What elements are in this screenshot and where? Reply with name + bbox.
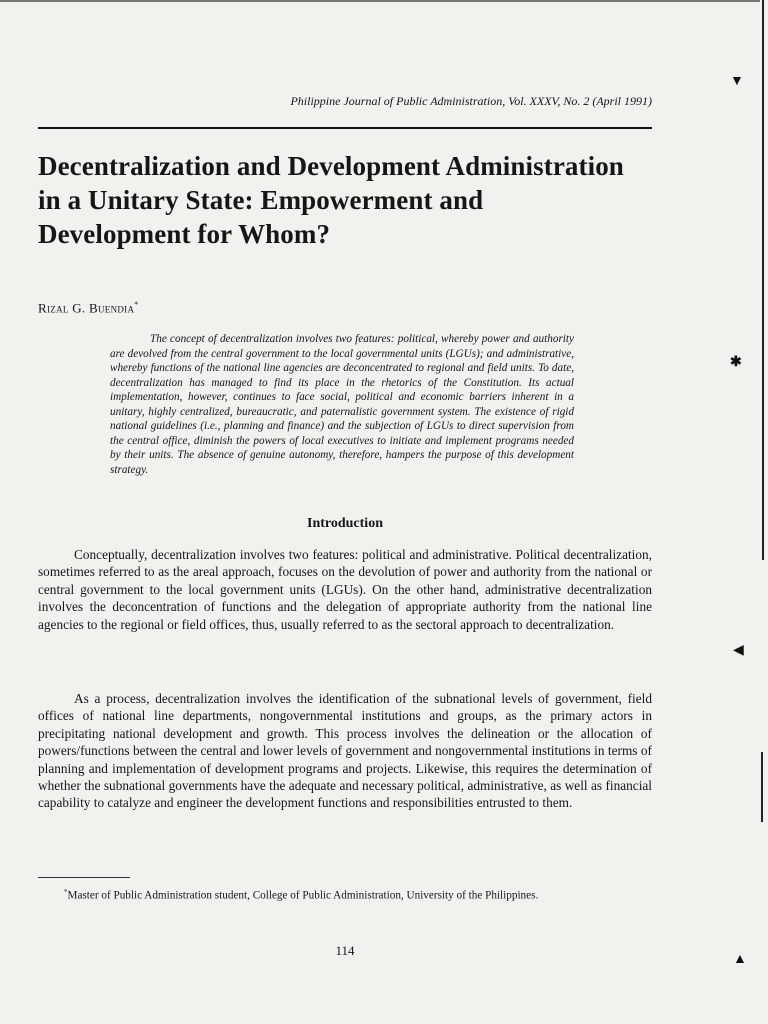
article-title: Decentralization and Development Administration in a Unitary State: Empowerment and Development for Whom? — [38, 151, 624, 249]
author-name: Rizal G. Buendia — [38, 300, 135, 316]
footnote — [38, 885, 652, 904]
scan-mark-4: ▲ — [733, 952, 747, 967]
scan-mark-2: ✱ — [730, 355, 742, 370]
page-number: 114 — [335, 943, 355, 958]
scan-mark-1: ▼ — [730, 74, 744, 89]
section-heading: Introduction — [307, 516, 383, 531]
paragraph-2: As a process, decentralization involves the identification of the subnational levels of government, field offices of national line departments, nongovernmental institutions and groups, as the primary actors in precipitating national development and growth. This process involves the delineation or the allocation of powers/functions between the central and lower levels of government and nongovernmental institutions in terms of planning and implementation of development programs and projects. Likewise, this requires the determination of whether the subnational governments have the adequate and necessary political, administrative, as well as financial capability to catalyze and engineer the development functions and responsibilities entrusted to them. — [38, 691, 652, 811]
scan-top-edge — [0, 0, 760, 2]
scan-right-edge — [762, 0, 764, 560]
footnote-text: Master of Public Administration student, College of Public Administration, University of the Philippines. — [67, 889, 539, 902]
scan-right-edge-lower — [761, 752, 763, 822]
footnote-marker: * — [64, 888, 68, 896]
running-head: Philippine Journal of Public Administration, Vol. XXXV, No. 2 (April 1991) — [290, 94, 652, 108]
author-line — [38, 300, 139, 316]
scan-mark-3: ◀ — [733, 643, 744, 658]
header-rule — [38, 127, 652, 129]
author-footnote-marker: * — [134, 300, 139, 309]
footnote-rule — [38, 877, 130, 878]
paragraph-1: Conceptually, decentralization involves two features: political and administrative. Political decentralization, sometimes referred to as the areal approach, focuses on the devolution of power and authority from the national or central government to the local government units (LGUs). On the other hand, administrative decentralization involves the deconcentration of functions and the delegation of appropriate authority from the national line agencies to the regional or field offices, thus, usually referred to as the sectoral approach to decentralization. — [38, 547, 652, 632]
abstract: The concept of decentralization involves two features: political, whereby power and authority are devolved from the central government to the local governmental units (LGUs); and administrative, whereby functions of the national line agencies are deconcentrated to regional and field units. To date, decentralization has managed to find its place in the rhetorics of the Constitution. Its actual implementation, however, continues to face social, political and economic barriers inherent in a unitary, highly centralized, bureaucratic, and paternalistic government system. The existence of rigid national guidelines (i.e., planning and finance) and the subjection of LGUs to direct supervision from the central office, diminish the powers of local executives to initiate and implement programs needed by their units. The absence of genuine autonomy, therefore, hampers the purpose of this development strategy. — [110, 333, 574, 476]
